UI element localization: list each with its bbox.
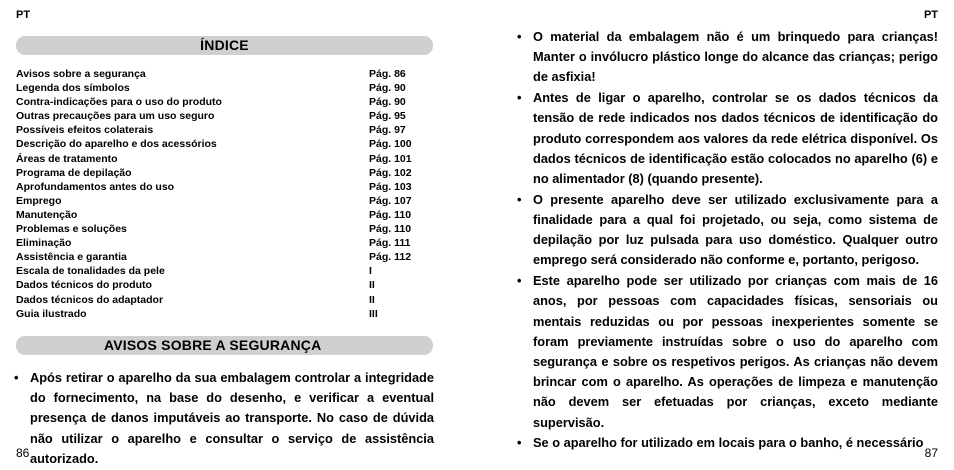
toc-entry <box>16 307 433 321</box>
toc-entry-label: Programa de depilação <box>16 166 132 179</box>
toc-entry-page: Pág. 110 <box>369 208 412 221</box>
toc-entry-page: I <box>369 265 372 278</box>
toc-entry-label: Avisos sobre a segurança <box>16 68 146 80</box>
toc-entry <box>16 123 433 137</box>
toc-entry-page: Pág. 101 <box>369 152 412 165</box>
bullet-text: Este aparelho pode ser utilizado por crianças com mais de 16 anos, por pessoas com capacidades físicas, sensoriais ou mentais reduzidas ou por pessoas inexperientes somente se foram previamente instruídas sobre o uso do aparelho com segurança e sobre os respetivos perigos. As crianças não devem brincar com o aparelho. As operações de limpeza e manutenção não devem ser efetuadas por crianças, exceto mediante supervisão. <box>533 273 938 430</box>
toc-entry-page: Pág. 111 <box>369 237 411 250</box>
table-of-contents <box>16 67 433 321</box>
toc-entry-page: Pág. 102 <box>369 166 412 179</box>
toc-entry <box>16 250 433 264</box>
language-code: PT <box>16 9 31 21</box>
index-title: ÍNDICE <box>16 36 433 55</box>
bullet-item <box>14 368 434 469</box>
toc-entry-label: Problemas e soluções <box>16 223 127 236</box>
toc-entry-label: Dados técnicos do adaptador <box>16 293 164 306</box>
right-page <box>477 0 954 470</box>
toc-entry-page: Pág. 90 <box>369 96 406 109</box>
bullet-text: Se o aparelho for utilizado em locais para o banho, é necessário <box>533 435 924 451</box>
toc-entry <box>16 137 433 151</box>
toc-entry <box>16 109 433 123</box>
toc-entry-page: Pág. 97 <box>369 124 406 137</box>
toc-entry-label: Guia ilustrado <box>16 307 87 320</box>
page-number: 87 <box>924 446 938 460</box>
toc-entry-page: Pág. 107 <box>369 194 412 207</box>
bullet-text: Após retirar o aparelho da sua embalagem controlar a integridade do fornecimento, na base do desenho, e verificar a eventual presença de danos imputáveis ao transporte. No caso de dúvida não utilizar o aparelho e consultar o serviço de assistência autorizado. <box>30 370 434 466</box>
toc-entry-page: Pág. 100 <box>369 138 412 151</box>
section-title: AVISOS SOBRE A SEGURANÇA <box>16 336 433 355</box>
toc-entry <box>16 222 433 236</box>
toc-entry-page: II <box>369 279 375 292</box>
toc-entry-page: III <box>369 307 378 320</box>
bullet-item <box>517 433 938 453</box>
bullet-item <box>517 88 938 189</box>
bullet-text: Antes de ligar o aparelho, controlar se os dados técnicos da tensão de rede indicados nos dados técnicos de identificação do produto correspondem aos valores da rede elétrica disponível. Os dados técnicos de identificação estão colocados no aparelho (6) e no alimentador (8) (quando presente). <box>533 90 938 187</box>
left-bullet-list <box>14 368 434 469</box>
toc-entry-label: Possíveis efeitos colaterais <box>16 124 154 137</box>
bullet-icon: • <box>517 273 522 289</box>
toc-entry-label: Contra-indicações para o uso do produto <box>16 96 222 109</box>
toc-entry <box>16 194 433 208</box>
toc-entry-label: Escala de tonalidades da pele <box>16 265 165 278</box>
bullet-text: O presente aparelho deve ser utilizado exclusivamente para a finalidade para a qual foi projetado, ou seja, como sistema de depilação por luz pulsada para uso doméstico. Qualquer outro emprego será considerado não conforme e, portanto, perigoso. <box>533 191 938 268</box>
toc-entry-label: Eliminação <box>16 237 72 250</box>
bullet-item <box>517 27 938 88</box>
toc-entry <box>16 166 433 180</box>
bullet-text: O material da embalagem não é um brinquedo para crianças! Manter o invólucro plástico longe do alcance das crianças; perigo de asfixia! <box>533 29 938 85</box>
toc-entry-page: Pág. 95 <box>369 110 406 123</box>
toc-entry-page: Pág. 110 <box>369 223 412 236</box>
bullet-icon: • <box>517 435 522 451</box>
toc-entry-label: Assistência e garantia <box>16 251 127 264</box>
toc-entry <box>16 236 433 250</box>
toc-entry-label: Outras precauções para um uso seguro <box>16 110 215 123</box>
bullet-item <box>517 271 938 433</box>
toc-entry-page: Pág. 103 <box>369 180 412 193</box>
toc-entry <box>16 67 433 81</box>
bullet-icon: • <box>517 90 522 106</box>
toc-entry-label: Dados técnicos do produto <box>16 279 152 292</box>
toc-entry-label: Descrição do aparelho e dos acessórios <box>16 138 217 151</box>
toc-entry <box>16 180 433 194</box>
toc-entry-label: Áreas de tratamento <box>16 152 118 165</box>
bullet-icon: • <box>517 191 522 207</box>
bullet-icon: • <box>14 370 19 385</box>
language-code: PT <box>923 9 938 21</box>
page-number: 86 <box>16 446 30 460</box>
toc-entry-page: Pág. 112 <box>369 251 412 264</box>
toc-entry-label: Legenda dos símbolos <box>16 82 130 95</box>
toc-entry <box>16 152 433 166</box>
toc-entry-page: Pág. 90 <box>369 82 406 95</box>
toc-entry <box>16 95 433 109</box>
toc-entry <box>16 293 433 307</box>
toc-entry-label: Aprofundamentos antes do uso <box>16 180 175 193</box>
bullet-item <box>517 190 938 271</box>
toc-entry-page: II <box>369 293 375 306</box>
toc-entry <box>16 278 433 292</box>
right-bullet-list <box>517 27 938 454</box>
toc-entry-label: Emprego <box>16 194 62 207</box>
toc-entry <box>16 208 433 222</box>
toc-entry <box>16 264 433 278</box>
toc-entry-page: Pág. 86 <box>369 68 406 80</box>
toc-entry-label: Manutenção <box>16 208 78 221</box>
bullet-icon: • <box>517 29 522 44</box>
toc-entry <box>16 81 433 95</box>
